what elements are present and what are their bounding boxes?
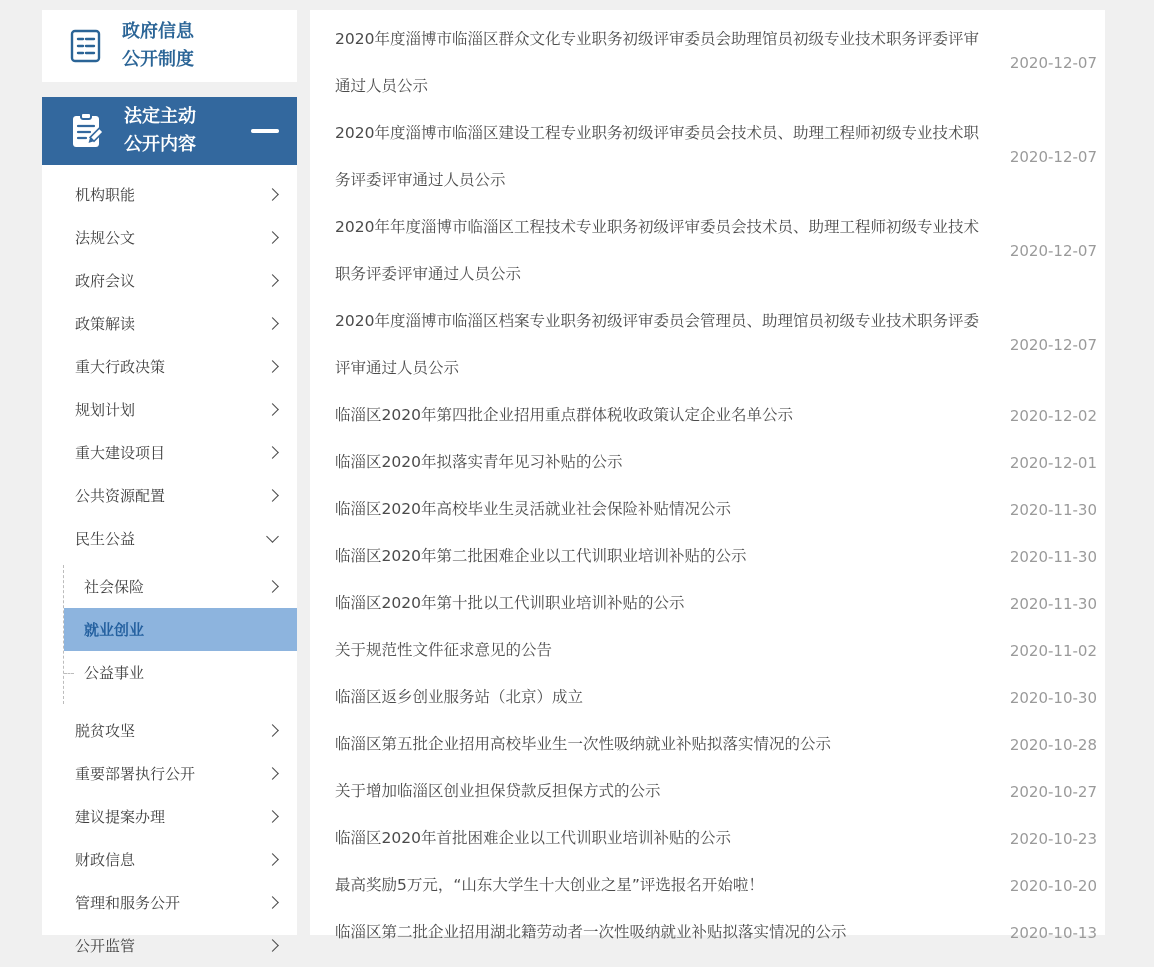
chevron-right-icon (266, 403, 279, 416)
chevron-right-icon (266, 317, 279, 330)
announcement-date: 2020-11-30 (1009, 500, 1097, 519)
announcement-date: 2020-11-02 (1009, 641, 1097, 660)
chevron-right-icon (266, 446, 279, 459)
announcement-link[interactable]: 关于增加临淄区创业担保贷款反担保方式的公示 (335, 782, 661, 800)
announcement-row (335, 16, 1097, 110)
info-disclosure-box[interactable] (42, 10, 297, 82)
sidebar-item-label: 建议提案办理 (75, 808, 166, 826)
announcement-link[interactable]: 临淄区2020年高校毕业生灵活就业社会保险补贴情况公示 (335, 500, 731, 518)
chevron-right-icon (266, 724, 279, 737)
chevron-right-icon (266, 939, 279, 952)
announcement-date: 2020-11-30 (1009, 594, 1097, 613)
sidebar-item-label: 重大行政决策 (75, 358, 166, 376)
announcement-link[interactable]: 关于规范性文件征求意见的公告 (335, 641, 553, 659)
announcement-date: 2020-10-27 (1009, 782, 1097, 801)
chevron-right-icon (266, 360, 279, 373)
sidebar-item[interactable] (42, 924, 297, 967)
chevron-right-icon (266, 853, 279, 866)
sidebar-subitem[interactable] (64, 608, 297, 651)
section-header-title (124, 103, 196, 159)
sidebar-subitem[interactable] (64, 651, 297, 694)
sidebar-item[interactable] (42, 345, 297, 388)
announcement-link[interactable]: 临淄区返乡创业服务站（北京）成立 (335, 688, 584, 706)
announcement-row (335, 392, 1097, 439)
announcement-link[interactable]: 临淄区2020年首批困难企业以工代训职业培训补贴的公示 (335, 829, 731, 847)
chevron-right-icon (266, 188, 279, 201)
announcement-date: 2020-12-02 (1009, 406, 1097, 425)
sidebar-item[interactable] (42, 173, 297, 216)
announcement-link[interactable]: 2020年度淄博市临淄区建设工程专业职务初级评审委员会技术员、助理工程师初级专业技术职务评委评审通过人员公示 (335, 124, 979, 189)
sidebar-subitem-label: 公益事业 (84, 664, 145, 682)
sidebar-item-label: 重大建设项目 (75, 444, 166, 462)
announcement-link[interactable]: 临淄区2020年第十批以工代训职业培训补贴的公示 (335, 594, 685, 612)
menu-list-top (42, 173, 297, 560)
announcement-row (335, 439, 1097, 486)
sidebar-item-label: 法规公文 (75, 229, 136, 247)
collapse-minus-icon[interactable] (251, 129, 279, 133)
sidebar-item-label: 民生公益 (75, 530, 136, 548)
announcement-link[interactable]: 临淄区2020年拟落实青年见习补贴的公示 (335, 453, 623, 471)
chevron-right-icon (266, 489, 279, 502)
announcement-link[interactable]: 2020年度淄博市临淄区档案专业职务初级评审委员会管理员、助理馆员初级专业技术职务评委评审通过人员公示 (335, 312, 979, 377)
sidebar-item-label: 财政信息 (75, 851, 136, 869)
announcement-link[interactable]: 2020年度淄博市临淄区群众文化专业职务初级评审委员会助理馆员初级专业技术职务评委评审通过人员公示 (335, 30, 979, 95)
announcement-date: 2020-12-07 (1009, 242, 1097, 260)
announcement-row (335, 298, 1097, 392)
submenu-list (63, 565, 297, 704)
sidebar-item[interactable] (42, 431, 297, 474)
sidebar-item[interactable] (42, 795, 297, 838)
announcement-row (335, 909, 1097, 956)
announcement-date: 2020-10-30 (1009, 688, 1097, 707)
announcement-row (335, 110, 1097, 204)
sidebar-item[interactable] (42, 259, 297, 302)
announcement-row (335, 486, 1097, 533)
info-box-line2: 公开制度 (122, 49, 194, 70)
info-box-line1: 政府信息 (122, 21, 194, 43)
sidebar-menu (42, 165, 297, 955)
document-list-icon (64, 25, 106, 67)
announcement-link[interactable]: 临淄区第五批企业招用高校毕业生一次性吸纳就业补贴拟落实情况的公示 (335, 735, 832, 753)
sidebar-item-label: 管理和服务公开 (75, 894, 181, 912)
announcement-row (335, 815, 1097, 862)
sidebar-item-label: 公共资源配置 (75, 487, 166, 505)
announcement-date: 2020-12-07 (1009, 336, 1097, 354)
section-header-line1: 法定主动 (124, 106, 196, 128)
sidebar-subitem[interactable] (64, 565, 297, 608)
sidebar-item[interactable] (42, 881, 297, 924)
sidebar-item-label: 脱贫攻坚 (75, 722, 136, 740)
sidebar-item-label: 公开监管 (75, 937, 136, 955)
announcement-date: 2020-12-01 (1009, 453, 1097, 472)
sidebar-item[interactable] (42, 752, 297, 795)
announcement-row (335, 768, 1097, 815)
announcement-link[interactable]: 临淄区2020年第二批困难企业以工代训职业培训补贴的公示 (335, 547, 747, 565)
chevron-right-icon (266, 767, 279, 780)
announcement-row (335, 674, 1097, 721)
sidebar-item-label: 政策解读 (75, 315, 136, 333)
announcement-date: 2020-10-13 (1009, 923, 1097, 942)
chevron-down-icon (266, 530, 279, 543)
menu-list-bottom (42, 709, 297, 967)
announcement-date: 2020-10-20 (1009, 876, 1097, 895)
sidebar-subitem-label: 社会保险 (84, 578, 145, 596)
sidebar-item-label: 政府会议 (75, 272, 136, 290)
announcement-list-panel (310, 10, 1105, 942)
sidebar-item[interactable] (42, 474, 297, 517)
announcement-date: 2020-10-28 (1009, 735, 1097, 754)
announcement-list (335, 16, 1097, 956)
chevron-right-icon (266, 274, 279, 287)
chevron-right-icon (266, 896, 279, 909)
sidebar-item-label: 机构职能 (75, 186, 136, 204)
announcement-link[interactable]: 临淄区2020年第四批企业招用重点群体税收政策认定企业名单公示 (335, 406, 793, 424)
announcement-link[interactable]: 2020年年度淄博市临淄区工程技术专业职务初级评审委员会技术员、助理工程师初级专业技术职务评委评审通过人员公示 (335, 218, 979, 283)
sidebar-item[interactable] (42, 838, 297, 881)
announcement-row (335, 204, 1097, 298)
announcement-date: 2020-11-30 (1009, 547, 1097, 566)
chevron-right-icon (266, 231, 279, 244)
sidebar-item-label: 规划计划 (75, 401, 136, 419)
sidebar-item-label: 重要部署执行公开 (75, 765, 196, 783)
sidebar (42, 10, 297, 955)
announcement-link[interactable]: 最高奖励5万元，“山东大学生十大创业之星”评选报名开始啦！ (335, 876, 764, 894)
section-header-line2: 公开内容 (124, 134, 196, 155)
sidebar-item[interactable] (42, 216, 297, 259)
sidebar-item[interactable] (42, 709, 297, 752)
announcement-row (335, 721, 1097, 768)
announcement-link[interactable]: 临淄区第二批企业招用湖北籍劳动者一次性吸纳就业补贴拟落实情况的公示 (335, 923, 847, 941)
announcement-row (335, 580, 1097, 627)
info-box-title (122, 18, 194, 74)
announcement-date: 2020-12-07 (1009, 54, 1097, 72)
sidebar-item[interactable] (42, 388, 297, 431)
announcement-row (335, 862, 1097, 909)
announcement-date: 2020-10-23 (1009, 829, 1097, 848)
clipboard-pencil-icon (64, 109, 108, 153)
statutory-disclosure-header[interactable] (42, 97, 297, 165)
chevron-right-icon (266, 580, 279, 593)
sidebar-item[interactable] (42, 302, 297, 345)
sidebar-subitem-label: 就业创业 (84, 621, 145, 639)
chevron-right-icon (266, 810, 279, 823)
announcement-row (335, 533, 1097, 580)
sidebar-item[interactable] (42, 517, 297, 560)
announcement-date: 2020-12-07 (1009, 148, 1097, 166)
announcement-row (335, 627, 1097, 674)
